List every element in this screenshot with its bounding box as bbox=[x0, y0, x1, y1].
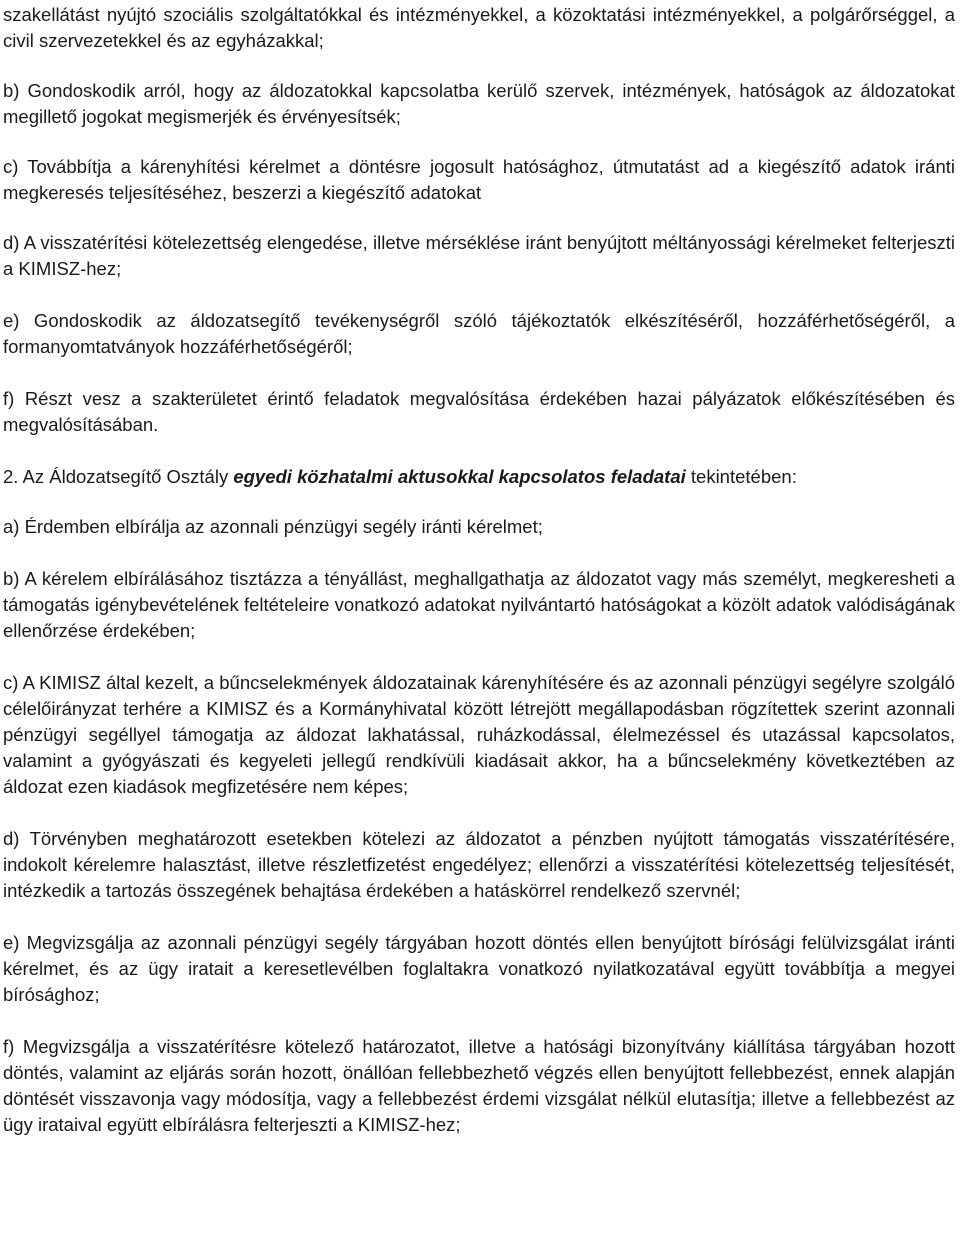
paragraph-intro-continuation: szakellátást nyújtó szociális szolgáltatókkal és intézményekkel, a közoktatási intézményekkel, a polgárőrséggel, a civil szervezetekkel és az egyházakkal; bbox=[3, 4, 955, 51]
paragraph-item-b: b) Gondoskodik arról, hogy az áldozatokkal kapcsolatba kerülő szervek, intézmények, hatóságok az áldozatokat megillető jogokat megismerjék és érvényesítsék; bbox=[3, 80, 955, 127]
section-2-suffix: tekintetében: bbox=[685, 466, 797, 487]
section-2-heading bbox=[3, 464, 955, 490]
paragraph-item-f: f) Részt vesz a szakterületet érintő feladatok megvalósítása érdekében hazai pályázatok előkészítésében és megvalósításában. bbox=[3, 388, 955, 435]
paragraph-2-item-d: d) Törvényben meghatározott esetekben kötelezi az áldozatot a pénzben nyújtott támogatás visszatérítésére, indokolt kérelemre halasztást, illetve részletfizetést engedélyez; ellenőrzi a visszatérítési kötelezettség teljesítését, intézkedik a tartozás összegének behajtása érdekében a hatáskörrel rendelkező szervnél; bbox=[3, 828, 955, 901]
paragraph-2-item-b: b) A kérelem elbírálásához tisztázza a tényállást, meghallgathatja az áldozatot vagy más személyt, megkeresheti a támogatás igénybevételének feltételeire vonatkozó adatokat nyilvántartó hatóságokat a közölt adatok valódiságának ellenőrzése érdekében; bbox=[3, 568, 955, 641]
section-2-prefix: 2. Az Áldozatsegítő Osztály bbox=[3, 466, 234, 487]
paragraph-item-c: c) Továbbítja a kárenyhítési kérelmet a döntésre jogosult hatósághoz, útmutatást ad a kiegészítő adatok iránti megkeresés teljesítéséhez, beszerzi a kiegészítő adatokat bbox=[3, 156, 955, 203]
paragraph-2-item-e: e) Megvizsgálja az azonnali pénzügyi segély tárgyában hozott döntés ellen benyújtott bírósági felülvizsgálat iránti kérelmet, és az ügy iratait a keresetlevélben foglaltakra vonatkozó nyilatkozatával együtt továbbítja a megyei bírósághoz; bbox=[3, 932, 955, 1005]
document-page bbox=[3, 0, 955, 1138]
paragraph-item-d: d) A visszatérítési kötelezettség elengedése, illetve mérséklése iránt benyújtott méltányossági kérelmeket felterjeszti a KIMISZ-hez; bbox=[3, 232, 955, 279]
paragraph-2-item-c: c) A KIMISZ által kezelt, a bűncselekmények áldozatainak kárenyhítésére és az azonnali pénzügyi segélyre szolgáló célelőirányzat terhére a KIMISZ és a Kormányhivatal között létrejött megállapodásban rögzítettek szerint azonnali pénzügyi segéllyel támogatja az áldozat lakhatással, ruházkodással, élelmezéssel és utazással kapcsolatos, valamint a gyógyászati és kegyeleti jellegű rendkívüli kiadásait akkor, ha a bűncselekmény következtében az áldozat ezen kiadások megfizetésére nem képes; bbox=[3, 672, 955, 797]
section-2-emphasis: egyedi közhatalmi aktusokkal kapcsolatos feladatai bbox=[233, 466, 686, 487]
paragraph-2-item-f: f) Megvizsgálja a visszatérítésre kötelező határozatot, illetve a hatósági bizonyítvány kiállítása tárgyában hozott döntés, valamint az eljárás során hozott, önállóan fellebbezhető végzés ellen benyújtott fellebbezést, ennek alapján döntését visszavonja vagy módosítja, vagy a fellebbezést érdemi vizsgálat nélkül elutasítja; illetve a fellebbezést az ügy irataival együtt elbírálásra felterjeszti a KIMISZ-hez; bbox=[3, 1036, 955, 1135]
paragraph-item-e: e) Gondoskodik az áldozatsegítő tevékenységről szóló tájékoztatók elkészítéséről, hozzáférhetőségéről, a formanyomtatványok hozzáférhetőségéről; bbox=[3, 310, 955, 357]
paragraph-2-item-a: a) Érdemben elbírálja az azonnali pénzügyi segély iránti kérelmet; bbox=[3, 516, 543, 537]
